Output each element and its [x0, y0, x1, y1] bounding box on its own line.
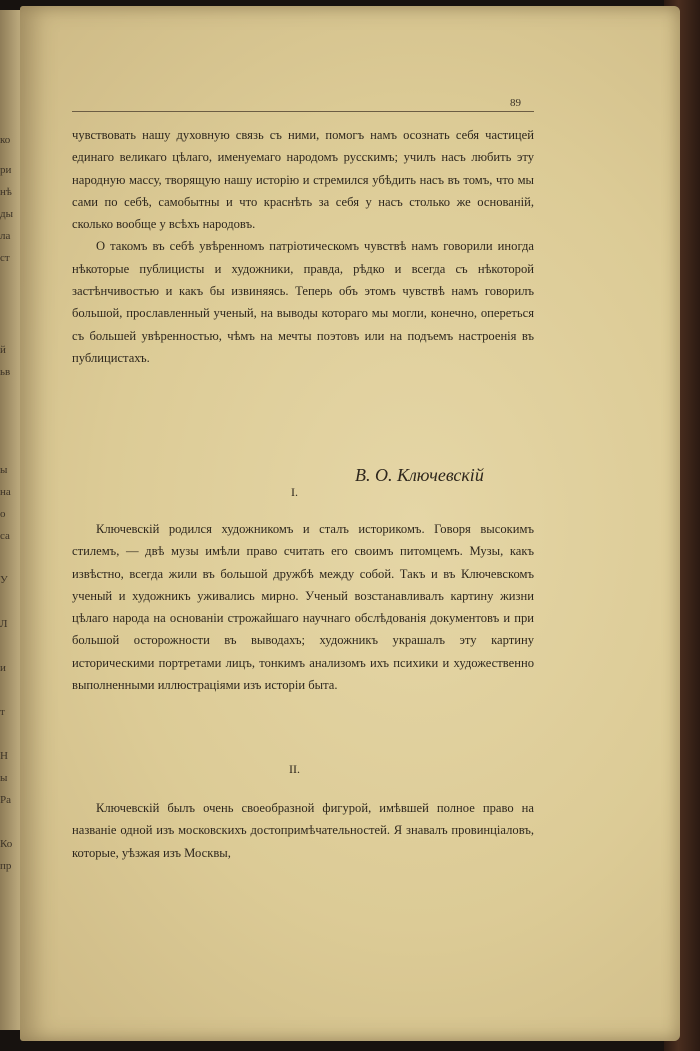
section-number: I.: [291, 485, 298, 499]
left-page-text-fragment: са: [0, 530, 10, 542]
left-page-text-fragment: У: [0, 574, 8, 586]
paragraph: Ключевскій былъ очень своеобразной фигурой, имѣвшей полное право на названіе одной изъ московскихъ достопримѣчательностей. Я знавалъ провинціаловъ, которые, уѣзжая изъ Москвы,: [72, 801, 534, 860]
left-page-text-fragment: нѣ: [0, 186, 12, 198]
left-page-text-fragment: и: [0, 662, 6, 674]
left-page-text-fragment: ды: [0, 208, 13, 220]
left-page-text-fragment: ьв: [0, 366, 11, 378]
left-page-text-fragment: й: [0, 344, 6, 356]
left-page-text-fragment: Ра: [0, 794, 11, 806]
left-page-text-fragment: ла: [0, 230, 11, 242]
paragraph: Ключевскій родился художникомъ и сталъ историкомъ. Говоря высокимъ стилемъ, — двѣ музы имѣли право считать его своимъ питомцемъ. Музы, какъ извѣстно, всегда жили въ большой дружбѣ между собой. Такъ и въ Ключевскомъ ученый и художникъ уживались мирно. Ученый возстанавливалъ картину жизни цѣлаго народа на основаніи строжайшаго научнаго обслѣдованія документовъ и при большой осторожности въ выводахъ; художникъ украшалъ эту картину историческими портретами лицъ, тонкимъ анализомъ ихъ психики и художественно выполненными иллюстраціями изъ исторіи быта.: [72, 522, 534, 693]
left-page-text-fragment: о: [0, 508, 6, 520]
left-page-text-fragment: на: [0, 486, 11, 498]
chapter-heading: В. О. Ключевскій: [355, 465, 484, 485]
section-number: II.: [289, 762, 300, 776]
left-page-text-fragment: Л: [0, 618, 8, 630]
left-page-text-fragment: ст: [0, 252, 10, 264]
left-page-text-fragment: ы: [0, 772, 8, 784]
page-number: 89: [510, 97, 521, 109]
paragraph: О такомъ въ себѣ увѣренномъ патріотическомъ чувствѣ намъ говорили иногда нѣкоторые публицисты и художники, правда, рѣдко и всегда съ нѣкоторой застѣнчивостью и какъ бы извиняясь. Теперь объ этомъ чувствѣ намъ говорилъ большой, прославленный ученый, на выводы котораго мы могли, конечно, опереться съ большей увѣренностью, чѣмъ на мечты поэтовъ или на подъемъ настроенія въ публицистахъ.: [72, 239, 534, 365]
left-page-text-fragment: Ко: [0, 838, 13, 850]
body-text-block-2: [72, 518, 534, 696]
body-text-block-3: [72, 797, 534, 864]
left-page-text-fragment: т: [0, 706, 5, 718]
header-rule: [72, 111, 534, 112]
left-page-text-fragment: ри: [0, 164, 12, 176]
body-text-block-1: [72, 124, 534, 369]
left-page-text-fragment: ы: [0, 464, 8, 476]
left-page-text-fragment: Н: [0, 750, 8, 762]
left-page-text-fragment: пр: [0, 860, 12, 872]
paragraph: чувствовать нашу духовную связь съ ними, помогъ намъ осознать себя частицей единаго великаго цѣлаго, именуемаго народомъ русскимъ; училъ насъ любить эту народную массу, творящую нашу исторію и стремился убѣдить насъ въ томъ, что мы сами по себѣ, самобытны и что краснѣть за себя у насъ столько же основаній, сколько вообще у всѣхъ народовъ.: [72, 128, 534, 232]
left-page-text-fragment: ко: [0, 134, 11, 146]
